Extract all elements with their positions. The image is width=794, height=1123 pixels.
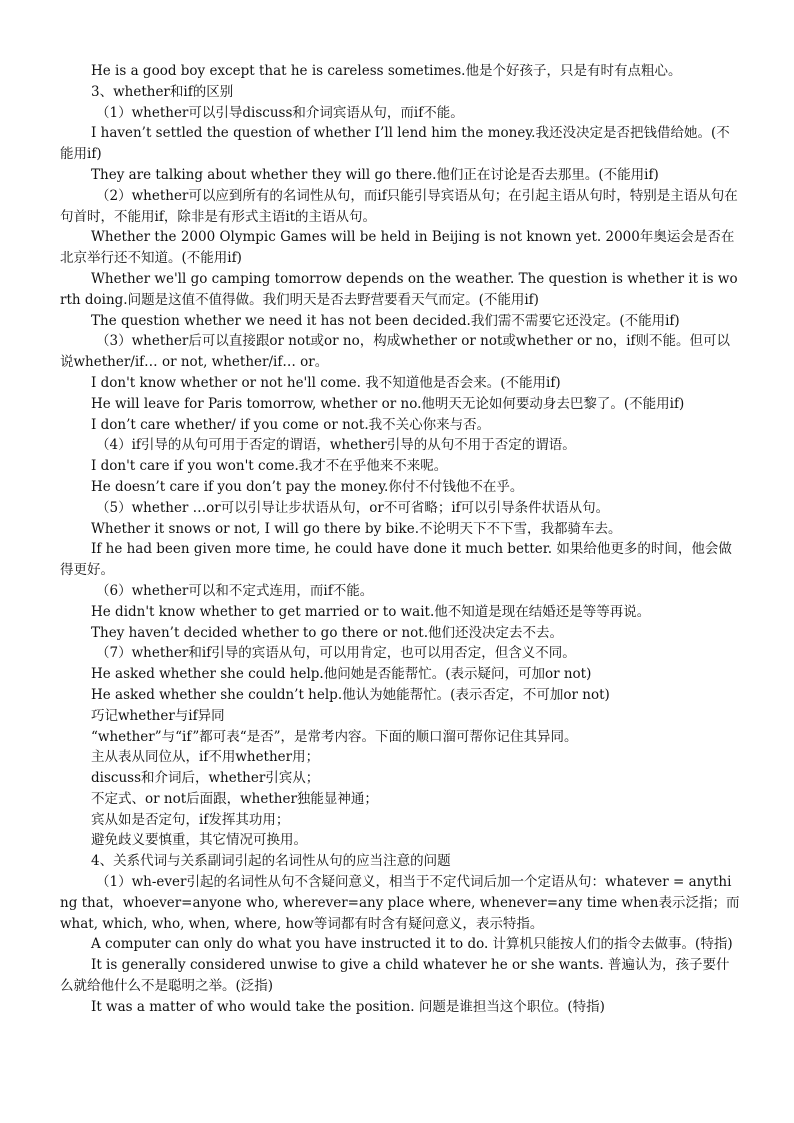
example-sentence: He asked whether she could help.他问她是否能帮忙。(表示疑问，可加or not) xyxy=(91,666,592,683)
mnemonic-line: discuss和介词后，whether引宾从； xyxy=(91,770,320,787)
rule-item: （2）whether可以应到所有的名词性从句，而if只能引导宾语从句；在引起主语从句时，特别是主语从句在句首时，不能用if，除非是有形式主语it的主语从句。 xyxy=(60,187,738,225)
example-sentence: It is generally considered unwise to give a child whatever he or she wants. 普遍认为，孩子要什么就给他什么不是聪明之举。(泛指) xyxy=(60,957,730,995)
example-sentence: It was a matter of who would take the position. 问题是谁担当这个职位。(特指) xyxy=(91,998,605,1015)
rule-item: （3）whether后可以直接跟or not或or no，构成whether or not或whether or no，if则不能。但可以说whether/if… or not, whether/if… or。 xyxy=(60,333,731,371)
mnemonic-line: 不定式、or not后面跟，whether独能显神通； xyxy=(91,790,378,807)
mnemonic-heading: 巧记whether与if异同 xyxy=(91,707,225,724)
mnemonic-line: 宾从如是否定句，if发挥其功用； xyxy=(91,811,290,828)
rule-item: （5）whether …or可以引导让步状语从句，or不可省略；if可以引导条件状语从句。 xyxy=(96,499,610,516)
example-sentence: He doesn’t care if you don’t pay the money.你付不付钱他不在乎。 xyxy=(91,478,524,495)
rule-item: （4）if引导的从句可用于否定的谓语，whether引导的从句不用于否定的谓语。 xyxy=(96,437,576,454)
example-sentence: I haven’t settled the question of whether I’ll lend him the money.我还没决定是否把钱借给她。(不能用if) xyxy=(60,125,730,163)
rule-item: （1）wh-ever引起的名词性从句不含疑问意义，相当于不定代词后加一个定语从句：whatever = anything that，whoever=anyone who, wherever=any place where, whenever=any time when表示泛指；而what, which, who, when, where, how等词都有时含有疑问意义，表示特指。 xyxy=(60,874,740,932)
example-sentence: They haven’t decided whether to go there or not.他们还没决定去不去。 xyxy=(91,624,563,641)
example-sentence: He didn't know whether to get married or to wait.他不知道是现在结婚还是等等再说。 xyxy=(91,603,651,620)
section-heading: 4、关系代词与关系副词引起的名词性从句的应当注意的问题 xyxy=(91,853,451,870)
example-sentence: I don’t care whether/ if you come or not.我不关心你来与否。 xyxy=(91,416,491,433)
example-sentence: The question whether we need it has not been decided.我们需不需要它还没定。(不能用if) xyxy=(91,312,680,329)
mnemonic-line: 避免歧义要慎重，其它情况可换用。 xyxy=(91,832,307,849)
example-sentence: He is a good boy except that he is careless sometimes.他是个好孩子，只是有时有点粗心。 xyxy=(91,63,682,79)
document-body xyxy=(60,61,740,1018)
example-sentence: I don't know whether or not he'll come. 我不知道他是否会来。(不能用if) xyxy=(91,374,561,391)
example-sentence: He will leave for Paris tomorrow, whether or no.他明天无论如何要动身去巴黎了。(不能用if) xyxy=(91,395,685,412)
example-sentence: Whether the 2000 Olympic Games will be held in Beijing is not known yet. 2000年奥运会是否在北京举行还不知道。(不能用if) xyxy=(60,229,735,267)
example-sentence: If he had been given more time, he could have done it much better. 如果给他更多的时间，他会做得更好。 xyxy=(60,541,732,579)
example-sentence: Whether we'll go camping tomorrow depends on the weather. The question is whether it is worth doing.问题是这值不值得做。我们明天是否去野营要看天气而定。(不能用if) xyxy=(60,270,738,308)
rule-item: （7）whether和if引导的宾语从句，可以用肯定，也可以用否定，但含义不同。 xyxy=(96,645,576,662)
example-sentence: I don't care if you won't come.我才不在乎他来不来呢。 xyxy=(91,458,448,475)
mnemonic-line: 主从表从同位从，if不用whether用； xyxy=(91,749,320,766)
rule-item: （6）whether可以和不定式连用，而if不能。 xyxy=(96,582,374,599)
section-heading: 3、whether和if的区别 xyxy=(91,83,234,100)
example-sentence: A computer can only do what you have instructed it to do. 计算机只能按人们的指令去做事。(特指) xyxy=(91,936,733,953)
rule-item: （1）whether可以引导discuss和介词宾语从句，而if不能。 xyxy=(96,104,464,121)
example-sentence: He asked whether she couldn’t help.他认为她能帮忙。(表示否定，不可加or not) xyxy=(91,686,610,703)
example-sentence: They are talking about whether they will go there.他们正在讨论是否去那里。(不能用if) xyxy=(91,166,659,183)
mnemonic-intro: “whether”与“if”都可表“是否”，是常考内容。下面的顺口溜可帮你记住其异同。 xyxy=(91,728,578,745)
example-sentence: Whether it snows or not, I will go there by bike.不论明天下不下雪，我都骑车去。 xyxy=(91,520,622,537)
